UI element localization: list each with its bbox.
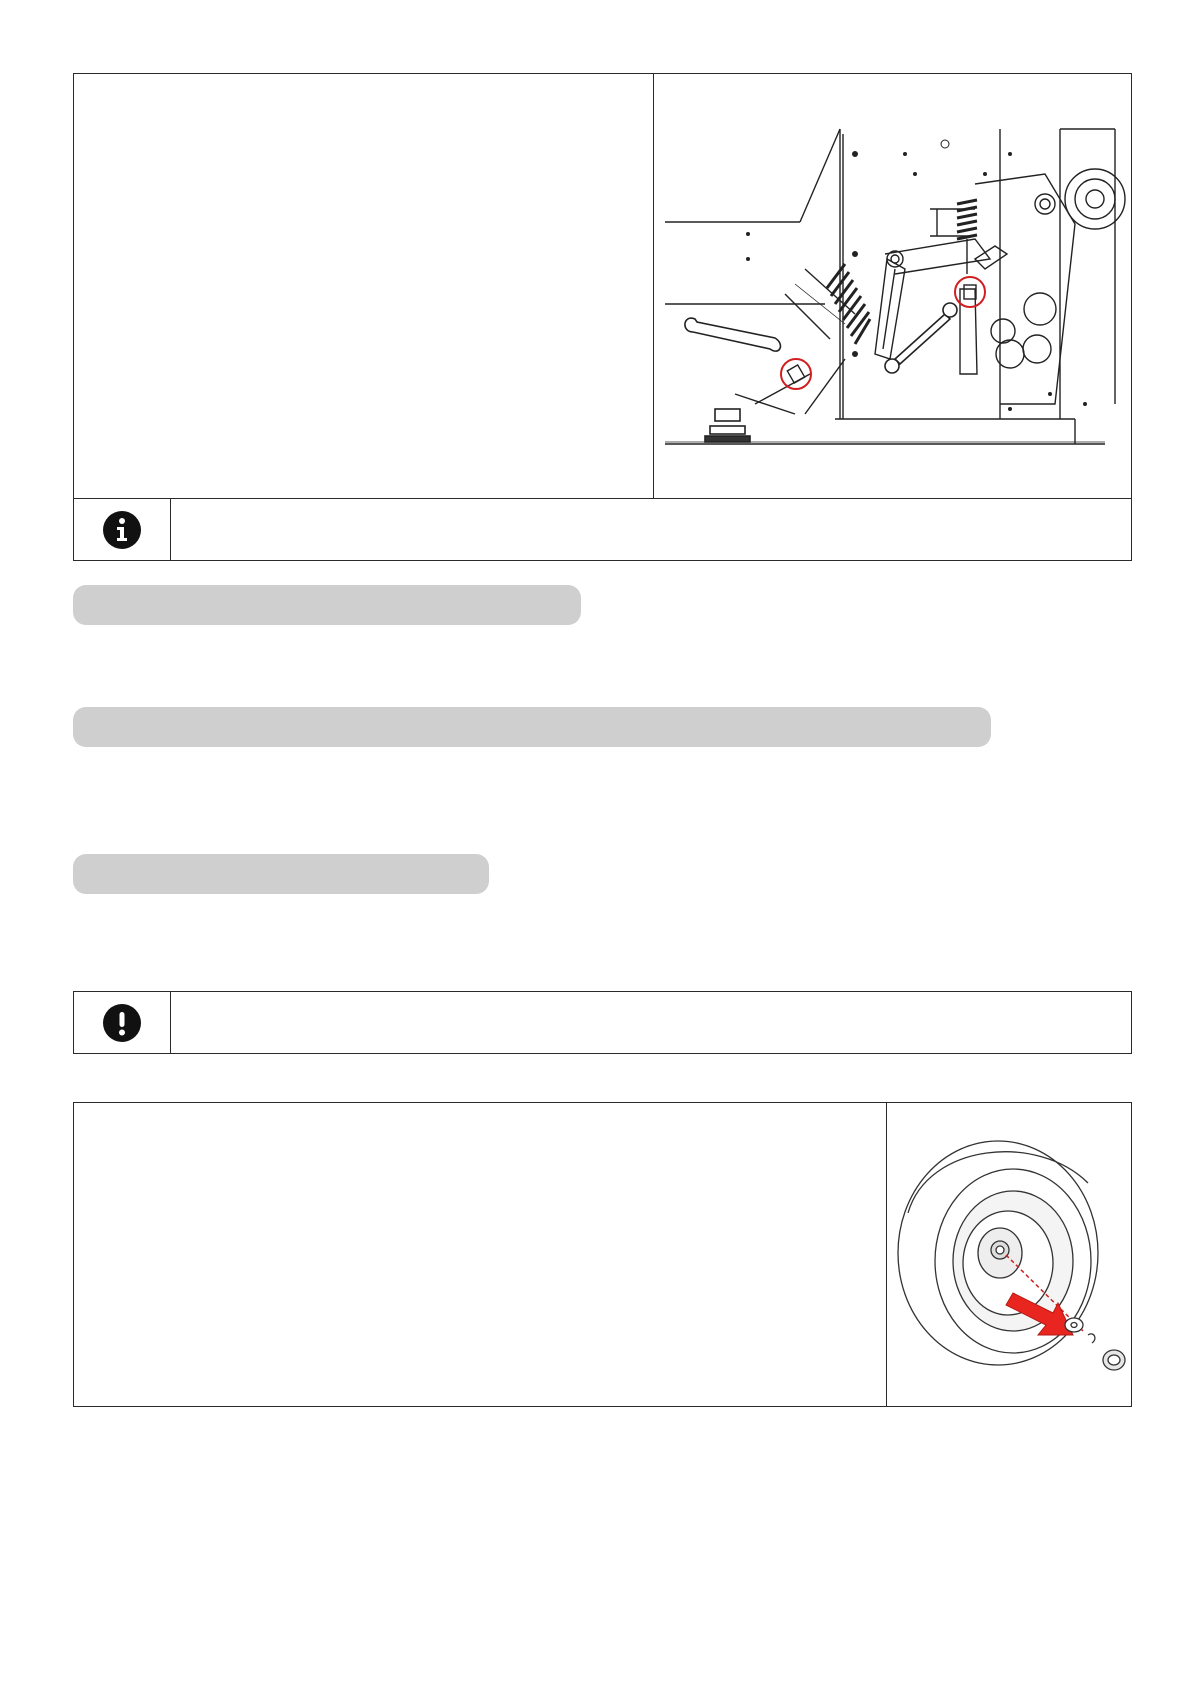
info-icon-cell xyxy=(74,499,171,560)
info-icon xyxy=(103,511,141,549)
spring-adjustment-figure xyxy=(655,74,1131,498)
section-heading-2 xyxy=(73,707,991,747)
exclamation-icon xyxy=(103,1004,141,1042)
info-note-text xyxy=(184,499,1121,560)
warning-note xyxy=(73,991,1132,1054)
instruction-text-cell xyxy=(74,74,653,498)
instruction-box-bottom xyxy=(73,1102,1132,1407)
warning-icon-cell xyxy=(74,992,171,1053)
section-heading-1 xyxy=(73,585,581,625)
warning-note-text xyxy=(184,992,1121,1053)
instruction-box-top xyxy=(73,73,1132,561)
section-heading-3 xyxy=(73,854,489,894)
wheel-removal-figure xyxy=(888,1103,1131,1406)
wheel-instruction-text-cell xyxy=(74,1103,886,1406)
info-note xyxy=(74,499,1131,560)
